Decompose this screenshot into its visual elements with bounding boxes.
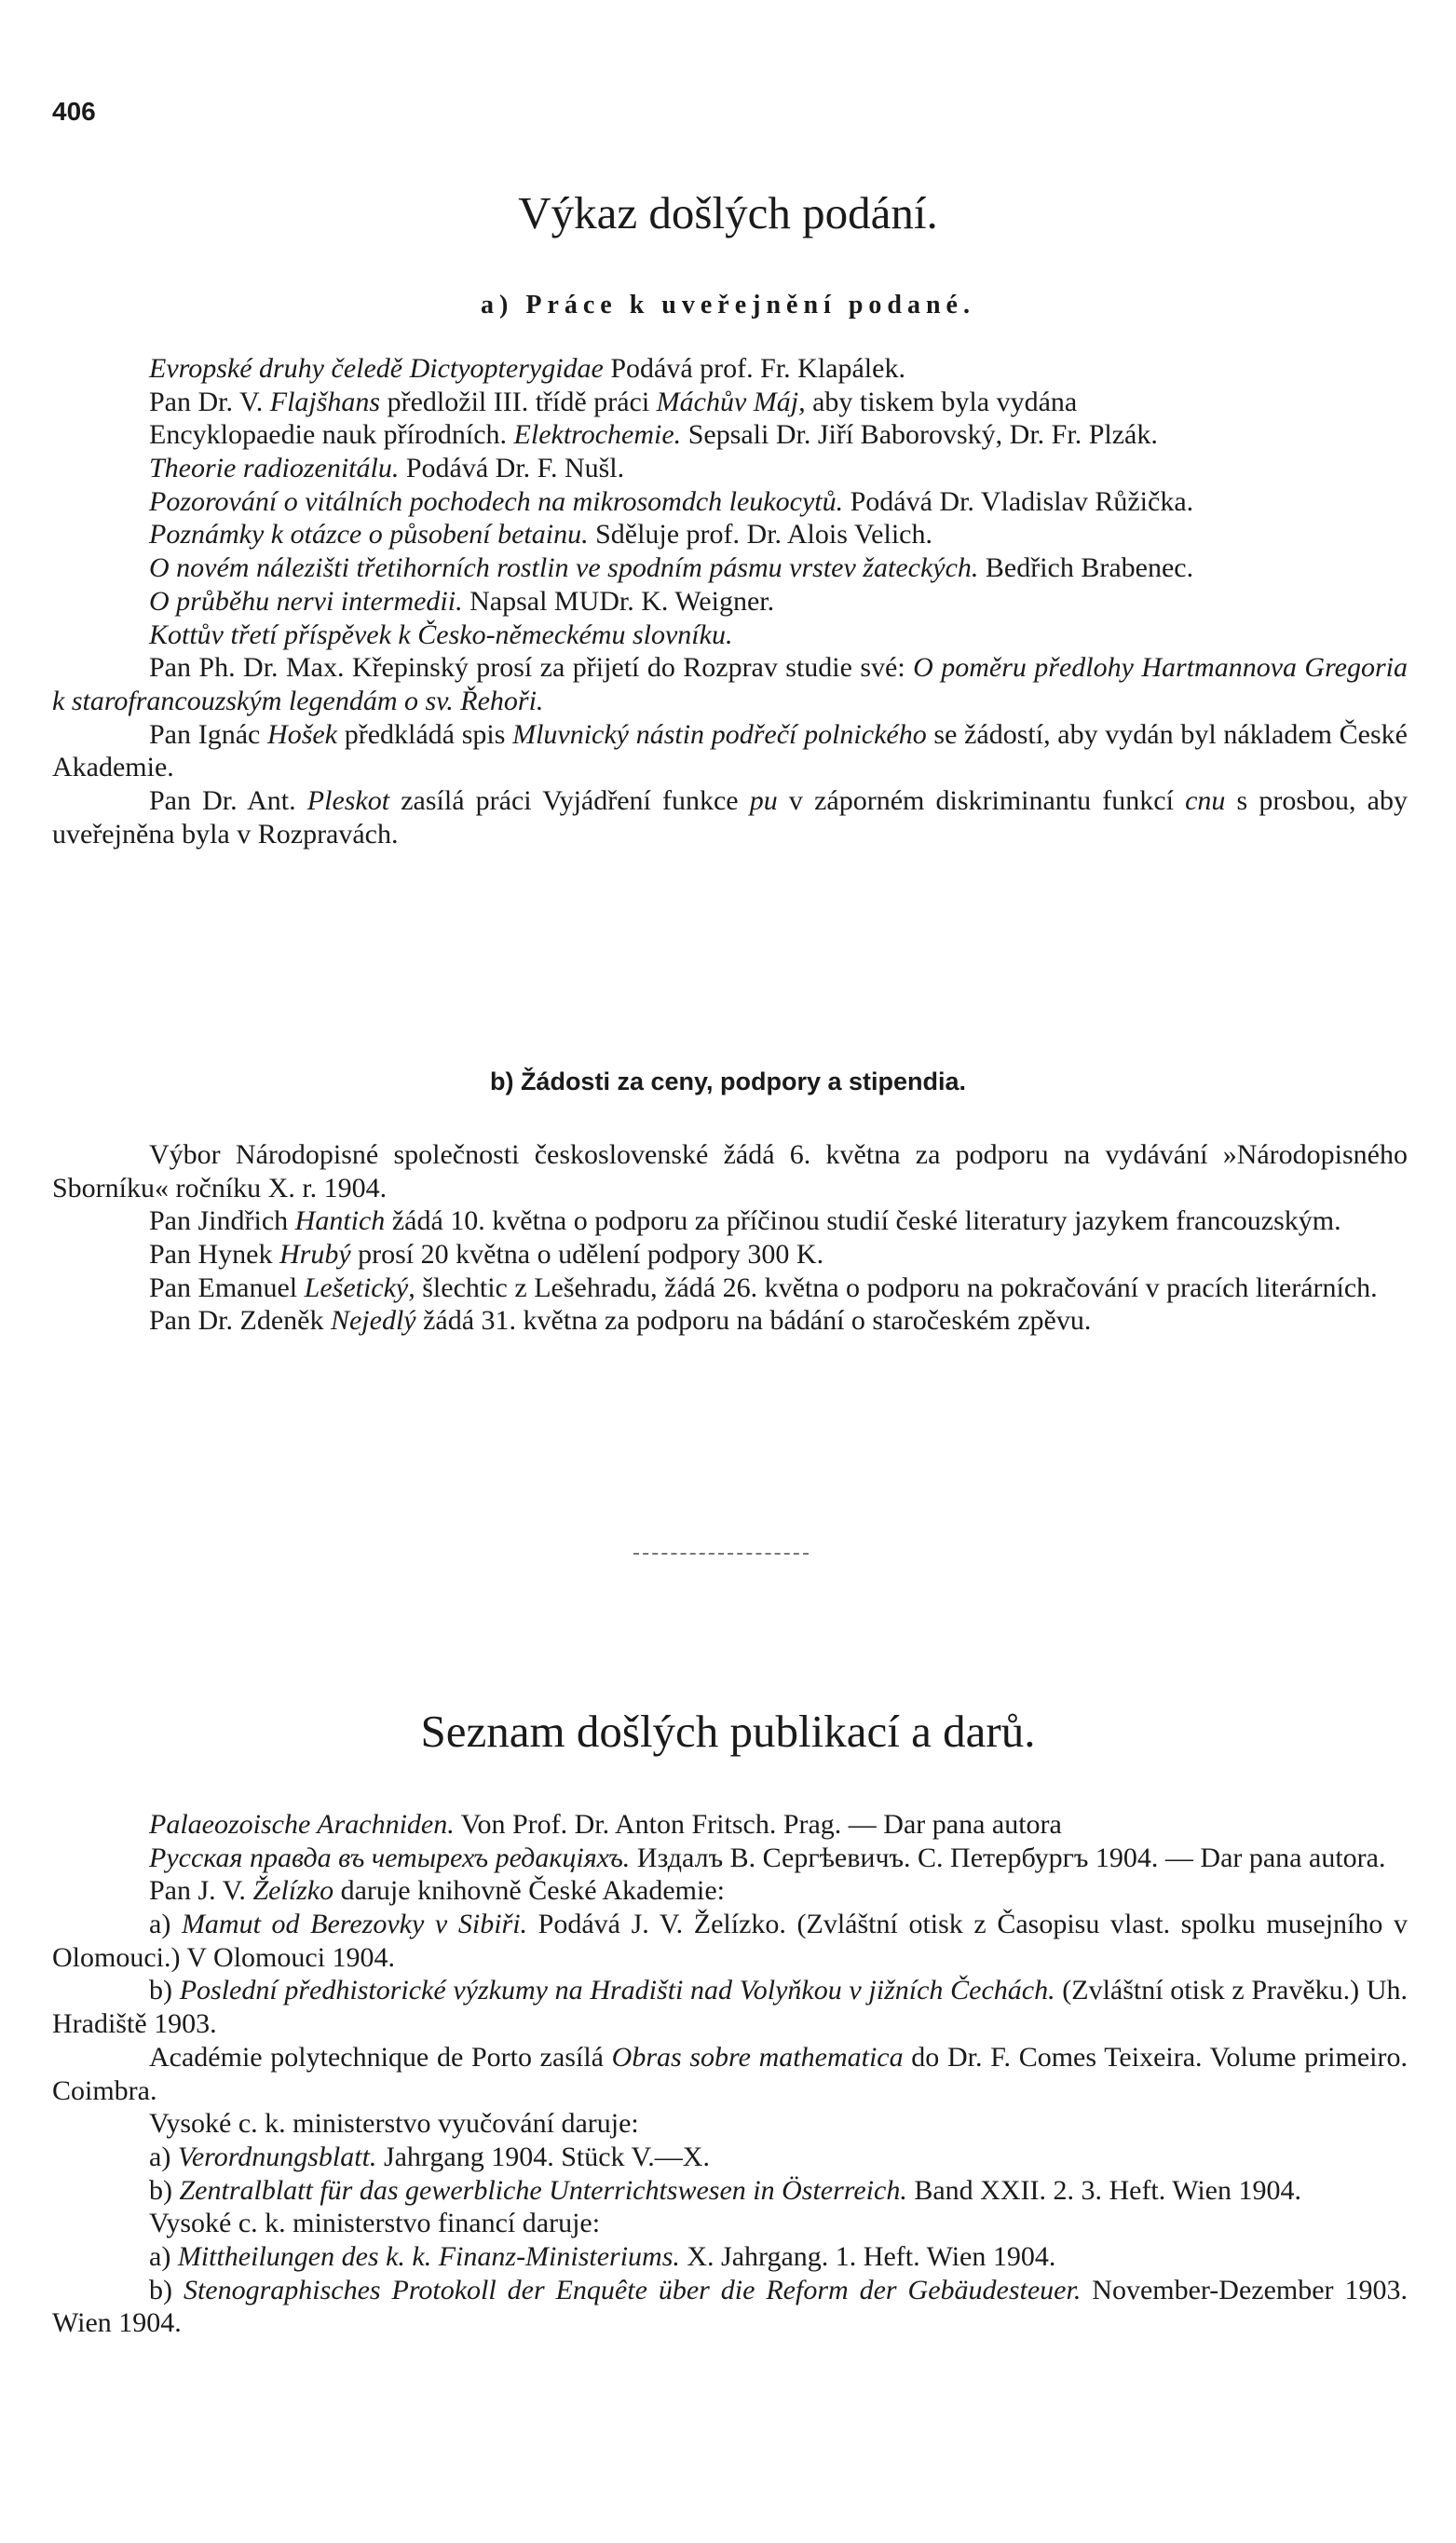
text-run: Pan Jindřich xyxy=(149,1205,295,1237)
italic-text: Hošek xyxy=(267,718,338,750)
publication-entry xyxy=(52,1908,1408,1974)
submission-entry xyxy=(52,386,1408,419)
publication-entry xyxy=(52,1874,1408,1908)
section-title-publications: Seznam došlých publikací a darů. xyxy=(420,1706,1036,1757)
italic-text: Elektrochemie. xyxy=(513,419,682,451)
italic-text: Máchův Máj, xyxy=(656,386,806,417)
submission-entry xyxy=(52,352,1408,386)
italic-text: Želízko xyxy=(252,1875,334,1907)
italic-text: Poznámky k otázce o působení betainu. xyxy=(149,519,589,551)
text-run: (Zvláštní otisk z Pravěku.) Uh. Hradiště 1903. xyxy=(52,1975,1408,2040)
italic-text: O průběhu nervi intermedii. xyxy=(149,585,463,617)
submission-entry xyxy=(52,551,1408,585)
italic-text: Obras sobre mathematica xyxy=(611,2041,904,2073)
text-run: prosí 20 května o udělení podpory 300 K. xyxy=(350,1239,824,1271)
text-run: Pan Dr. Ant. xyxy=(149,784,307,816)
italic-text: Palaeozoische Arachniden. xyxy=(149,1809,455,1840)
text-run: Napsal MUDr. K. Weigner. xyxy=(462,585,775,617)
publication-entry xyxy=(52,2107,1408,2141)
publications-list xyxy=(52,1808,1408,2340)
italic-text: pu xyxy=(749,784,778,816)
submission-entry xyxy=(52,585,1408,619)
text-run: Académie polytechnique de Porto zasílá xyxy=(149,2041,612,2073)
request-entry xyxy=(52,1138,1408,1204)
publication-entry xyxy=(52,1974,1408,2040)
italic-text: Stenographisches Protokoll der Enquête über die Reform der Gebäudesteuer. xyxy=(183,2274,1082,2305)
text-run: Encyklopaedie nauk přírodních. xyxy=(149,419,514,451)
italic-text: Zentralblatt für das gewerbliche Unterrichtswesen in Österreich. xyxy=(179,2174,907,2206)
text-run: žádá 10. května o podporu za příčinou studií české literatury jazykem francouzským. xyxy=(385,1205,1341,1237)
italic-text: Evropské druhy čeledě Dictyopterygidae xyxy=(149,353,604,384)
text-run: Sděluje prof. Dr. Alois Velich. xyxy=(588,519,932,551)
italic-text: Mamut od Berezovky v Sibiři. xyxy=(181,1909,528,1940)
text-run: se žádostí, aby vydán byl nákladem České Akademie. xyxy=(52,718,1408,783)
submission-entry xyxy=(52,418,1408,452)
subheading-requests: b) Žádosti za ceny, podpory a stipendia. xyxy=(489,1068,967,1095)
requests-list xyxy=(52,1138,1408,1338)
publication-entry xyxy=(52,2240,1408,2274)
italic-text: Pozorování o vitálních pochodech na mikrosomdch leukocytů. xyxy=(149,485,844,517)
text-run: Vysoké c. k. ministerstvo vyučování daruje: xyxy=(149,2108,639,2140)
text-run: předložil III. třídě práci xyxy=(380,386,657,417)
italic-text: Nejedlý xyxy=(330,1305,416,1337)
text-run: Podává J. V. Želízko. (Zvláštní otisk z Časopisu vlast. spolku musejního v Olomouci.) V Olomouci 1904. xyxy=(52,1909,1408,1973)
text-run: Pan Hynek xyxy=(149,1239,279,1271)
italic-text: Mluvnický nástin podřečí polnického xyxy=(512,718,927,750)
publication-entry xyxy=(52,2041,1408,2107)
text-run: Podává Dr. Vladislav Růžička. xyxy=(843,485,1194,517)
submission-entry xyxy=(52,784,1408,850)
text-run: do Dr. F. Comes Teixeira. Volume primeiro. Coimbra. xyxy=(52,2041,1408,2106)
text-run: šlechtic z Lešehradu, žádá 26. května o podporu na pokračování v pracích literárních. xyxy=(415,1272,1378,1303)
italic-text: O novém nálezišti třetihorních rostlin ve spodním pásmu vrstev žateckých. xyxy=(149,552,979,584)
text-run: a) xyxy=(149,2141,178,2172)
submission-entry xyxy=(52,518,1408,551)
text-run: Издалъ В. Сергѣевичъ. С. Петербургъ 1904. — Dar pana autora. xyxy=(630,1842,1386,1873)
publication-entry xyxy=(52,2207,1408,2240)
italic-text: Pleskot xyxy=(306,784,390,816)
text-run: X. Jahrgang. 1. Heft. Wien 1904. xyxy=(679,2240,1056,2272)
text-run: žádá 31. května za podporu na bádání o staročeském zpěvu. xyxy=(415,1305,1092,1337)
submission-entry xyxy=(52,485,1408,519)
subheading-works: a) Práce k uveřejnění podané. xyxy=(481,291,975,320)
publication-entry xyxy=(52,1808,1408,1842)
request-entry xyxy=(52,1304,1408,1338)
text-run: Pan Ph. Dr. Max. Křepinský prosí za přijetí do Rozprav studie své: xyxy=(149,652,914,684)
section-title-report: Výkaz došlých podání. xyxy=(518,187,938,238)
publication-entry xyxy=(52,2141,1408,2174)
text-run: Podává Dr. F. Nušl. xyxy=(399,453,625,484)
text-run: Pan Ignác xyxy=(149,718,268,750)
text-run: Von Prof. Dr. Anton Fritsch. Prag. — Dar pana autora xyxy=(454,1809,1062,1840)
text-run: b) xyxy=(149,2174,180,2206)
italic-text: Hrubý xyxy=(279,1239,351,1271)
italic-text: Flajšhans xyxy=(269,386,381,417)
text-run: November-Dezember 1903. Wien 1904. xyxy=(52,2274,1408,2339)
italic-text: Mittheilungen des k. k. Finanz-Ministeriums. xyxy=(177,2240,680,2272)
publication-entry xyxy=(52,1842,1408,1875)
request-entry xyxy=(52,1204,1408,1238)
works-list xyxy=(52,352,1408,850)
text-run: b) xyxy=(149,2274,184,2305)
text-run: Sepsali Dr. Jiří Baborovský, Dr. Fr. Plzák. xyxy=(681,419,1158,451)
text-run: Pan Emanuel xyxy=(149,1272,305,1303)
text-run: zasílá práci Vyjádření funkce xyxy=(389,784,750,816)
italic-text: Русская правда въ четырехъ редакціяхъ. xyxy=(149,1842,631,1873)
submission-entry xyxy=(52,718,1408,784)
text-run: Vysoké c. k. ministerstvo financí daruje: xyxy=(149,2208,601,2239)
text-run: Jahrgang 1904. Stück V.—X. xyxy=(376,2141,710,2172)
publication-entry xyxy=(52,2274,1408,2340)
text-run: aby tiskem byla vydána xyxy=(805,386,1078,417)
italic-text: O poměru předlohy Hartmannova Gregoria k starofrancouzským legendám o sv. Řehoři. xyxy=(52,652,1408,716)
text-run: Pan J. V. xyxy=(149,1875,253,1907)
italic-text: cnu xyxy=(1185,784,1226,816)
page-number: 406 xyxy=(52,97,96,126)
text-run: předkládá spis xyxy=(337,718,513,750)
text-run: Bedřich Brabenec. xyxy=(978,552,1194,584)
text-run: Pan Dr. V. xyxy=(149,386,270,417)
text-run: a) xyxy=(149,1909,182,1940)
italic-text: Theorie radiozenitálu. xyxy=(149,453,400,484)
section-divider xyxy=(633,1553,809,1555)
text-run: b) xyxy=(149,1975,180,2006)
italic-text: Kottův třetí příspěvek k Česko-německému slovníku. xyxy=(149,619,733,650)
text-run: Pan Dr. Zdeněk xyxy=(149,1305,331,1337)
italic-text: Poslední předhistorické výzkumy na Hradišti nad Volyňkou v jižních Čechách. xyxy=(179,1975,1055,2006)
text-run: daruje knihovně České Akademie: xyxy=(333,1875,725,1907)
submission-entry xyxy=(52,452,1408,485)
text-run: Band XXII. 2. 3. Heft. Wien 1904. xyxy=(906,2174,1301,2206)
text-run: Podává prof. Fr. Klapálek. xyxy=(603,353,905,384)
italic-text: Verordnungsblatt. xyxy=(177,2141,377,2172)
italic-text: Lešetický, xyxy=(304,1272,415,1303)
publication-entry xyxy=(52,2174,1408,2208)
text-run: v záporném diskriminantu funkcí xyxy=(777,784,1186,816)
submission-entry xyxy=(52,619,1408,652)
request-entry xyxy=(52,1238,1408,1272)
text-run: s prosbou, aby uveřejněna byla v Rozpravách. xyxy=(52,784,1408,850)
text-run: a) xyxy=(149,2240,178,2272)
submission-entry xyxy=(52,651,1408,717)
text-run: Výbor Národopisné společnosti československé žádá 6. května za podporu na vydávání »Národopisného Sborníku« ročníku X. r. 1904. xyxy=(52,1139,1408,1204)
italic-text: Hantich xyxy=(294,1205,386,1237)
request-entry xyxy=(52,1272,1408,1305)
